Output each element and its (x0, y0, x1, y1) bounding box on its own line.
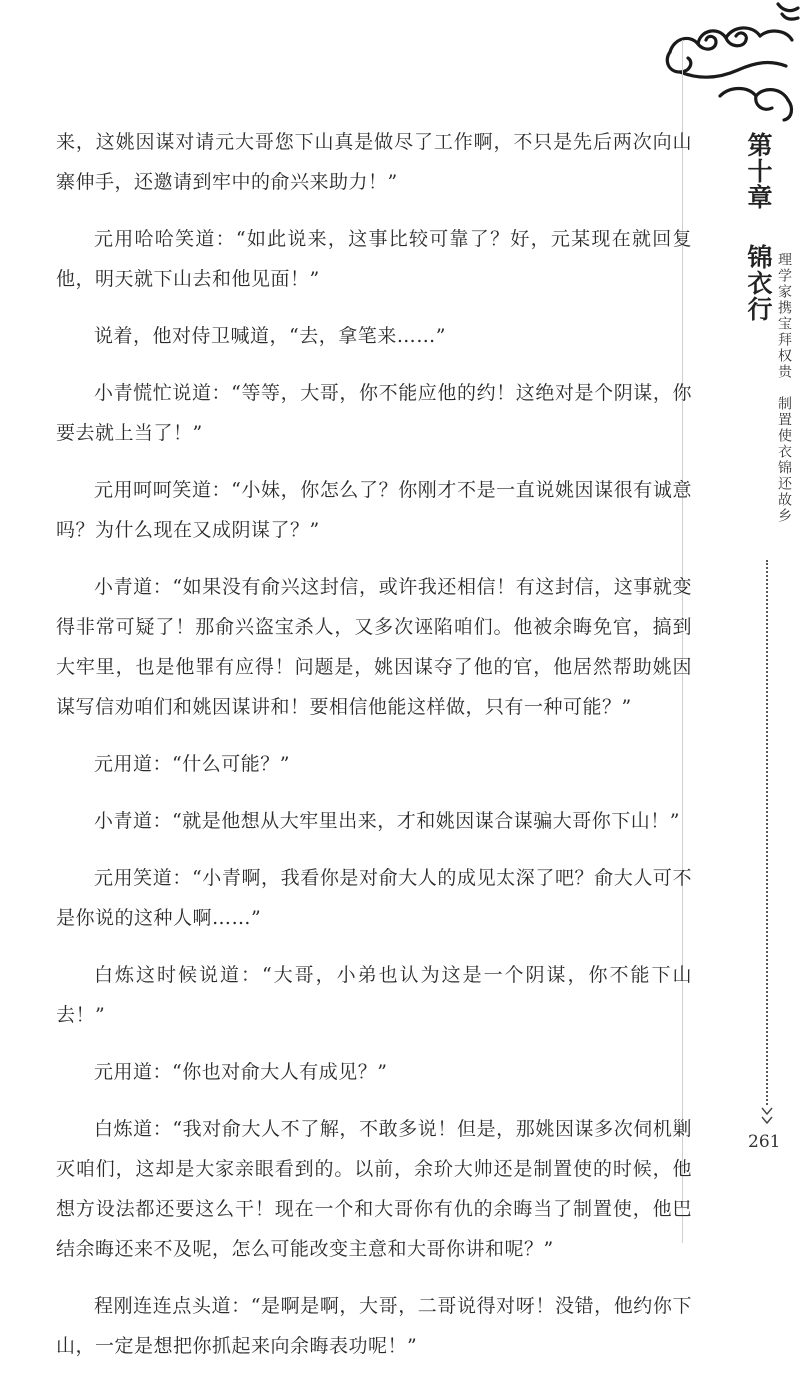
paragraph: 元用哈哈笑道：“如此说来，这事比较可靠了？好，元某现在就回复他，明天就下山去和他见面！” (56, 228, 692, 290)
paragraph: 元用笑道：“小青啊，我看你是对俞大人的成见太深了吧？俞大人可不是你说的这种人啊……” (56, 867, 692, 929)
paragraph: 来，这姚因谋对请元大哥您下山真是做尽了工作啊，不只是先后两次向山寨伸手，还邀请到牢中的俞兴来助力！” (56, 131, 692, 193)
paragraph: 白炼这时候说道：“大哥，小弟也认为这是一个阴谋，你不能下山去！” (56, 964, 692, 1026)
body-text (56, 122, 692, 1383)
chevron-down-icon (760, 1106, 774, 1128)
paragraph: 元用道：“你也对俞大人有成见？” (94, 1061, 388, 1083)
paragraph: 小青道：“如果没有俞兴这封信，或许我还相信！有这封信，这事就变得非常可疑了！那俞兴盗宝杀人，又多次诬陷咱们。他被余晦免官，搞到大牢里，也是他罪有应得！问题是，姚因谋夺了他的官，他居然帮助姚因谋写信劝咱们和姚因谋讲和！要相信他能这样做，只有一种可能？” (56, 576, 692, 718)
subtitle-line-2: 制置使衣锦还故乡 (776, 396, 792, 524)
dotted-divider (766, 560, 768, 1105)
paragraph: 小青道：“就是他想从大牢里出来，才和姚因谋合谋骗大哥你下山！” (94, 810, 680, 832)
paragraph: 元用道：“什么可能？” (94, 753, 290, 775)
paragraph: 小青慌忙说道：“等等，大哥，你不能应他的约！这绝对是个阴谋，你要去就上当了！” (56, 382, 692, 444)
paragraph: 程刚连连点头道：“是啊是啊，大哥，二哥说得对呀！没错，他约你下山，一定是想把你抓起来向余晦表功呢！” (56, 1295, 692, 1357)
chapter-number: 第十章 (744, 132, 773, 210)
chapter-subtitle (776, 252, 794, 524)
chapter-title: 锦衣行 (744, 244, 773, 322)
paragraph: 元用呵呵笑道：“小妹，你怎么了？你刚才不是一直说姚因谋很有诚意吗？为什么现在又成阴谋了？” (56, 479, 692, 541)
page-number: 261 (748, 1132, 781, 1152)
subtitle-line-1: 理学家携宝拜权贵 (776, 252, 792, 380)
paragraph: 说着，他对侍卫喊道，“去，拿笔来……” (94, 325, 446, 347)
cloud-ornament-icon (660, 0, 800, 130)
paragraph: 白炼道：“我对俞大人不了解，不敢多说！但是，那姚因谋多次伺机剿灭咱们，这却是大家亲眼看到的。以前，余玠大帅还是制置使的时候，他想方设法都还要这么干！现在一个和大哥你有仇的余晦当了制置使，他巴结余晦还来不及呢，怎么可能改变主意和大哥你讲和呢？” (56, 1118, 692, 1260)
